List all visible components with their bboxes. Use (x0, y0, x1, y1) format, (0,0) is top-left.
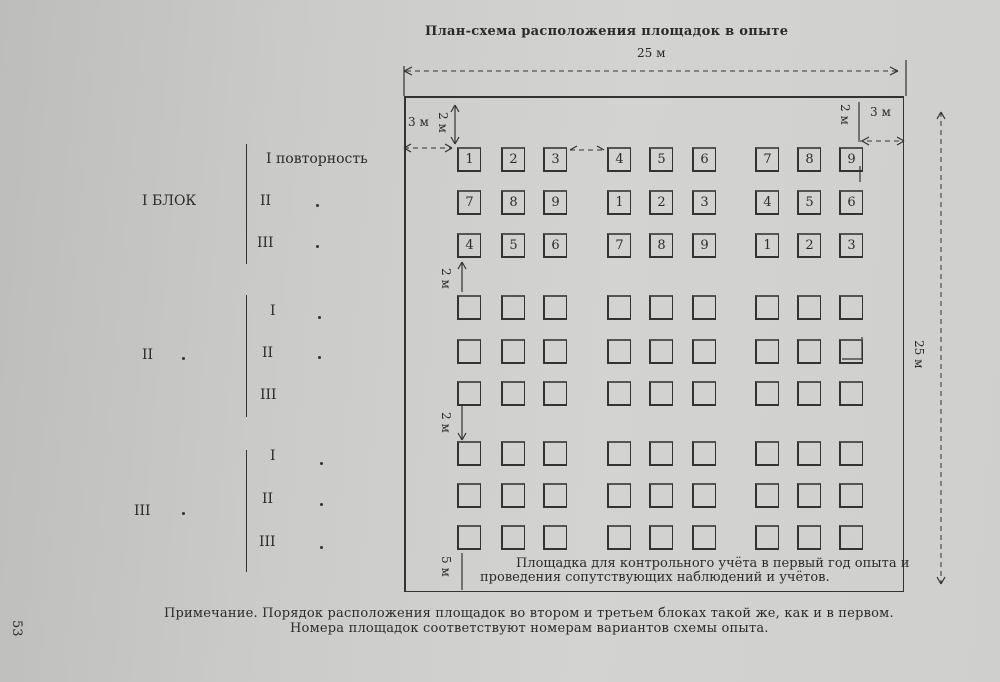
empty-plot (839, 441, 863, 466)
empty-plot (607, 339, 631, 364)
block-2-rep-2: II (262, 345, 274, 361)
ditto-mark (182, 512, 185, 515)
numbered-plot: 7 (457, 190, 481, 215)
numbered-plot: 6 (692, 147, 716, 172)
empty-plot (501, 483, 525, 508)
block-3-rep-2: II (262, 491, 274, 507)
ditto-mark (320, 462, 323, 465)
ditto-mark (320, 546, 323, 549)
block-1-rep-1: I повторность (266, 151, 368, 167)
empty-plot (797, 339, 821, 364)
empty-plot (649, 441, 673, 466)
numbered-plot: 5 (649, 147, 673, 172)
empty-plot (692, 483, 716, 508)
block-2-rep-1: I (270, 303, 276, 319)
block-2-brace (246, 295, 247, 417)
block-1-brace (246, 144, 247, 264)
empty-plot (839, 525, 863, 550)
empty-plot (543, 381, 567, 406)
block-1-label: I БЛОК (142, 193, 197, 209)
empty-plot (755, 483, 779, 508)
numbered-plot: 2 (797, 233, 821, 258)
empty-plot (755, 441, 779, 466)
right-top-gap-label: 2 м (838, 104, 852, 125)
numbered-plot: 8 (649, 233, 673, 258)
block-3-rep-3: III (259, 534, 276, 550)
empty-plot (607, 483, 631, 508)
block-3-label: III (134, 503, 151, 519)
empty-plot (692, 525, 716, 550)
width-dimension-label: 25 м (637, 46, 666, 60)
right-margin-label: 3 м (870, 105, 891, 119)
empty-plot (755, 525, 779, 550)
empty-plot (501, 295, 525, 320)
numbered-plot: 4 (457, 233, 481, 258)
empty-plot (457, 381, 481, 406)
block-1-rep-3: III (257, 235, 274, 251)
numbered-plot: 1 (457, 147, 481, 172)
empty-plot (607, 295, 631, 320)
bottom-gap-label: 5 м (439, 556, 453, 577)
numbered-plot: 6 (839, 190, 863, 215)
numbered-plot: 3 (692, 190, 716, 215)
numbered-plot: 5 (501, 233, 525, 258)
empty-plot (692, 339, 716, 364)
numbered-plot: 1 (607, 190, 631, 215)
empty-plot (457, 525, 481, 550)
numbered-plot: 3 (543, 147, 567, 172)
numbered-plot: 5 (797, 190, 821, 215)
numbered-plot: 9 (692, 233, 716, 258)
empty-plot (692, 381, 716, 406)
empty-plot (607, 441, 631, 466)
empty-plot (797, 295, 821, 320)
block-2-label: II (142, 347, 154, 363)
empty-plot (797, 525, 821, 550)
note-line-2: Номера площадок соответствуют номерам вариантов схемы опыта. (290, 621, 769, 636)
numbered-plot: 8 (797, 147, 821, 172)
numbered-plot: 8 (501, 190, 525, 215)
empty-plot (543, 339, 567, 364)
numbered-plot: 2 (501, 147, 525, 172)
left-margin-label: 3 м (408, 115, 429, 129)
empty-plot (457, 483, 481, 508)
control-plot-text-2: проведения сопутствующих наблюдений и учётов. (480, 570, 830, 585)
block-3-rep-1: I (270, 448, 276, 464)
empty-plot (797, 381, 821, 406)
empty-plot (501, 441, 525, 466)
empty-plot (501, 525, 525, 550)
block-1-rep-2: II (260, 193, 272, 209)
empty-plot (457, 295, 481, 320)
empty-plot (755, 381, 779, 406)
block-gap-label-2: 2 м (439, 412, 453, 433)
ditto-mark (316, 245, 319, 248)
height-dimension-label: 25 м (912, 340, 926, 369)
block-gap-label-1: 2 м (439, 268, 453, 289)
empty-plot (649, 295, 673, 320)
empty-plot (607, 381, 631, 406)
empty-plot (649, 381, 673, 406)
left-top-gap-label: 2 м (436, 112, 450, 133)
empty-plot (839, 381, 863, 406)
diagram-title: План-схема расположения площадок в опыте (425, 24, 789, 39)
numbered-plot: 7 (755, 147, 779, 172)
empty-plot (543, 295, 567, 320)
empty-plot (649, 483, 673, 508)
block-2-rep-3: III (260, 387, 277, 403)
control-plot-text-1: Площадка для контрольного учёта в первый год опыта и (516, 556, 910, 571)
note-line-1: Примечание. Порядок расположения площадок во втором и третьем блоках такой же, как и в первом. (164, 606, 894, 621)
numbered-plot: 1 (755, 233, 779, 258)
numbered-plot: 2 (649, 190, 673, 215)
empty-plot (649, 339, 673, 364)
empty-plot (755, 339, 779, 364)
empty-plot (501, 339, 525, 364)
empty-plot (543, 441, 567, 466)
block-3-brace (246, 450, 247, 572)
empty-plot (692, 295, 716, 320)
numbered-plot: 6 (543, 233, 567, 258)
numbered-plot: 4 (607, 147, 631, 172)
ditto-mark (316, 204, 319, 207)
ditto-mark (318, 356, 321, 359)
ditto-mark (182, 357, 185, 360)
empty-plot (649, 525, 673, 550)
empty-plot (457, 441, 481, 466)
numbered-plot: 4 (755, 190, 779, 215)
ditto-mark (318, 316, 321, 319)
empty-plot (543, 483, 567, 508)
empty-plot (543, 525, 567, 550)
numbered-plot: 3 (839, 233, 863, 258)
ditto-mark (320, 503, 323, 506)
empty-plot (501, 381, 525, 406)
numbered-plot: 9 (543, 190, 567, 215)
empty-plot (457, 339, 481, 364)
numbered-plot: 7 (607, 233, 631, 258)
empty-plot (755, 295, 779, 320)
numbered-plot: 9 (839, 147, 863, 172)
empty-plot (839, 295, 863, 320)
empty-plot (839, 339, 863, 364)
empty-plot (692, 441, 716, 466)
empty-plot (797, 441, 821, 466)
page-number: 53 (9, 620, 24, 637)
empty-plot (797, 483, 821, 508)
empty-plot (607, 525, 631, 550)
empty-plot (839, 483, 863, 508)
